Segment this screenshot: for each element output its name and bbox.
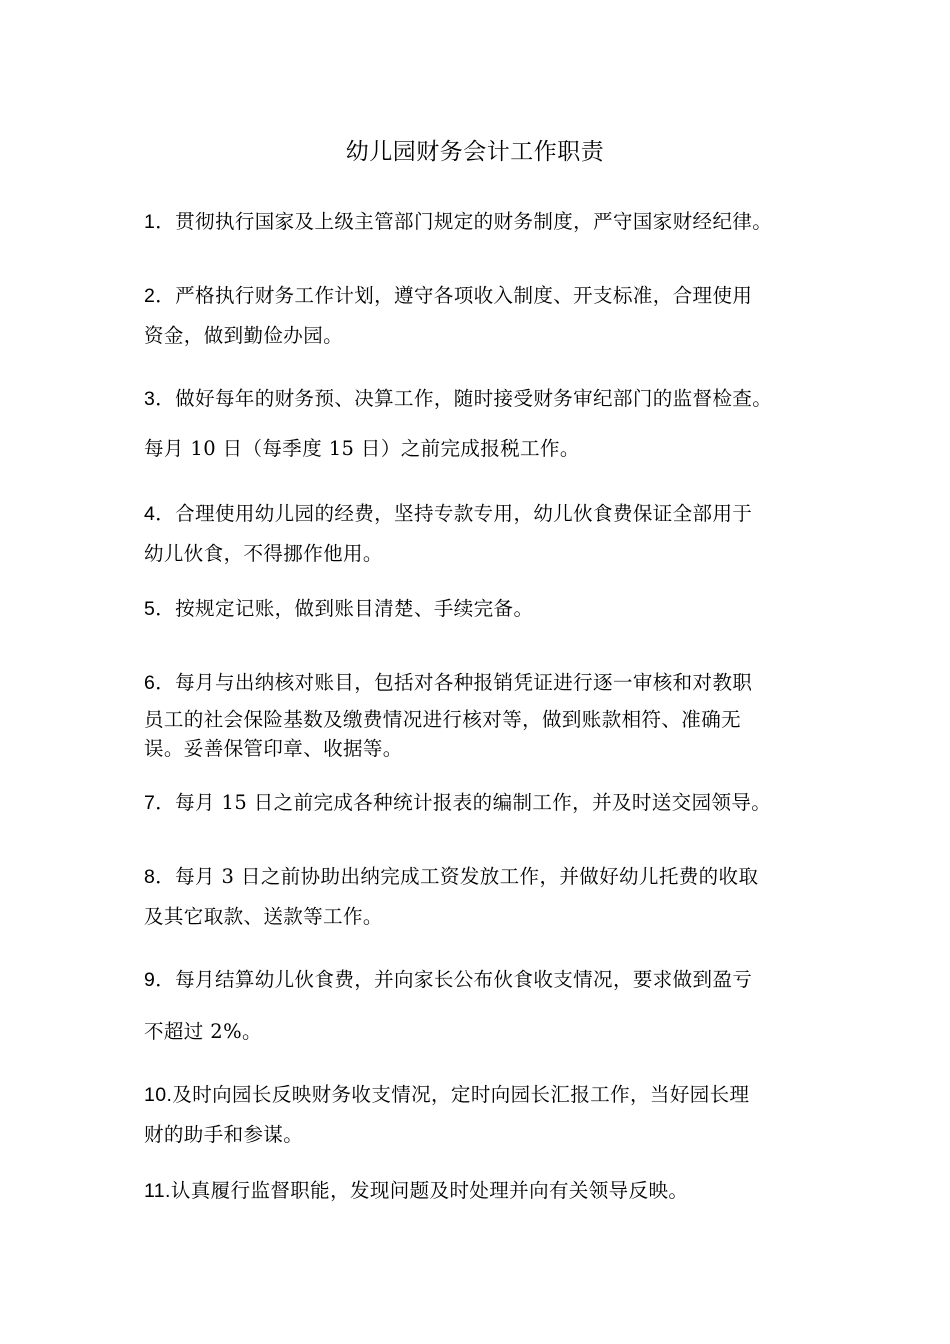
item-line: [144, 954, 814, 1006]
item-line: [144, 374, 814, 424]
item-line: 及其它取款、送款等工作。: [144, 905, 383, 928]
item-line: [144, 593, 814, 625]
item-text: 按规定记账，做到账目清楚、手续完备。: [175, 597, 534, 620]
list-item: [144, 593, 814, 625]
item-line: 资金，做到勤俭办园。: [144, 324, 344, 347]
item-text: 每月结算幼儿伙食费，并向家长公布伙食收支情况，要求做到盈亏: [175, 968, 753, 991]
item-text: 每月与出纳核对账目，包括对各种报销凭证进行逐一审核和对教职: [175, 671, 753, 694]
list-item: [144, 206, 814, 238]
list-item: [144, 1175, 814, 1207]
item-line: 幼儿伙食，不得挪作他用。: [144, 542, 383, 565]
item-text: 贯彻执行国家及上级主管部门规定的财务制度，严守国家财经纪律。: [175, 210, 773, 233]
list-item: [144, 857, 814, 937]
item-text: 每月 15 日之前完成各种统计报表的编制工作，并及时送交园领导。: [175, 791, 772, 814]
item-number: 9．: [144, 969, 176, 991]
item-number: 8．: [144, 866, 176, 888]
item-line: 误。妥善保管印章、收据等。: [144, 737, 403, 760]
item-number: 3．: [144, 388, 176, 410]
item-line: 财的助手和参谋。: [144, 1123, 304, 1146]
item-text: 做好每年的财务预、决算工作，随时接受财务审纪部门的监督检查。: [175, 387, 773, 410]
item-number: 7．: [144, 792, 176, 814]
list-item: [144, 787, 814, 819]
item-line: 每月 10 日（每季度 15 日）之前完成报税工作。: [144, 437, 580, 460]
item-line: [144, 276, 814, 316]
item-line: [144, 666, 814, 700]
list-item: [144, 666, 814, 762]
item-text: 及时向园长反映财务收支情况，定时向园长汇报工作，当好园长理: [172, 1083, 750, 1106]
document-title: 幼儿园财务会计工作职责: [345, 139, 605, 165]
item-line: [144, 494, 814, 534]
item-line: [144, 1075, 814, 1115]
item-text: 合理使用幼儿园的经费，坚持专款专用，幼儿伙食费保证全部用于: [175, 502, 753, 525]
item-number: 2．: [144, 285, 176, 307]
item-number: 10.: [144, 1084, 173, 1106]
list-item: [144, 374, 814, 474]
item-line: 不超过 2%。: [144, 1020, 262, 1043]
list-item: [144, 1075, 814, 1155]
item-number: 5．: [144, 598, 176, 620]
item-line: [144, 1175, 814, 1207]
item-number: 11.: [144, 1180, 171, 1202]
item-line: [144, 787, 814, 819]
item-line: [144, 857, 814, 897]
item-line: 员工的社会保险基数及缴费情况进行核对等，做到账款相符、准确无: [144, 708, 742, 731]
item-text: 严格执行财务工作计划，遵守各项收入制度、开支标准，合理使用: [175, 284, 753, 307]
item-number: 1．: [144, 211, 176, 233]
list-item: [144, 494, 814, 574]
item-text: 认真履行监督职能，发现问题及时处理并向有关领导反映。: [170, 1179, 689, 1202]
list-item: [144, 954, 814, 1058]
list-item: [144, 276, 814, 356]
item-line: [144, 206, 814, 238]
item-number: 4．: [144, 503, 176, 525]
item-text: 每月 3 日之前协助出纳完成工资发放工作，并做好幼儿托费的收取: [175, 865, 759, 888]
item-number: 6．: [144, 672, 176, 694]
